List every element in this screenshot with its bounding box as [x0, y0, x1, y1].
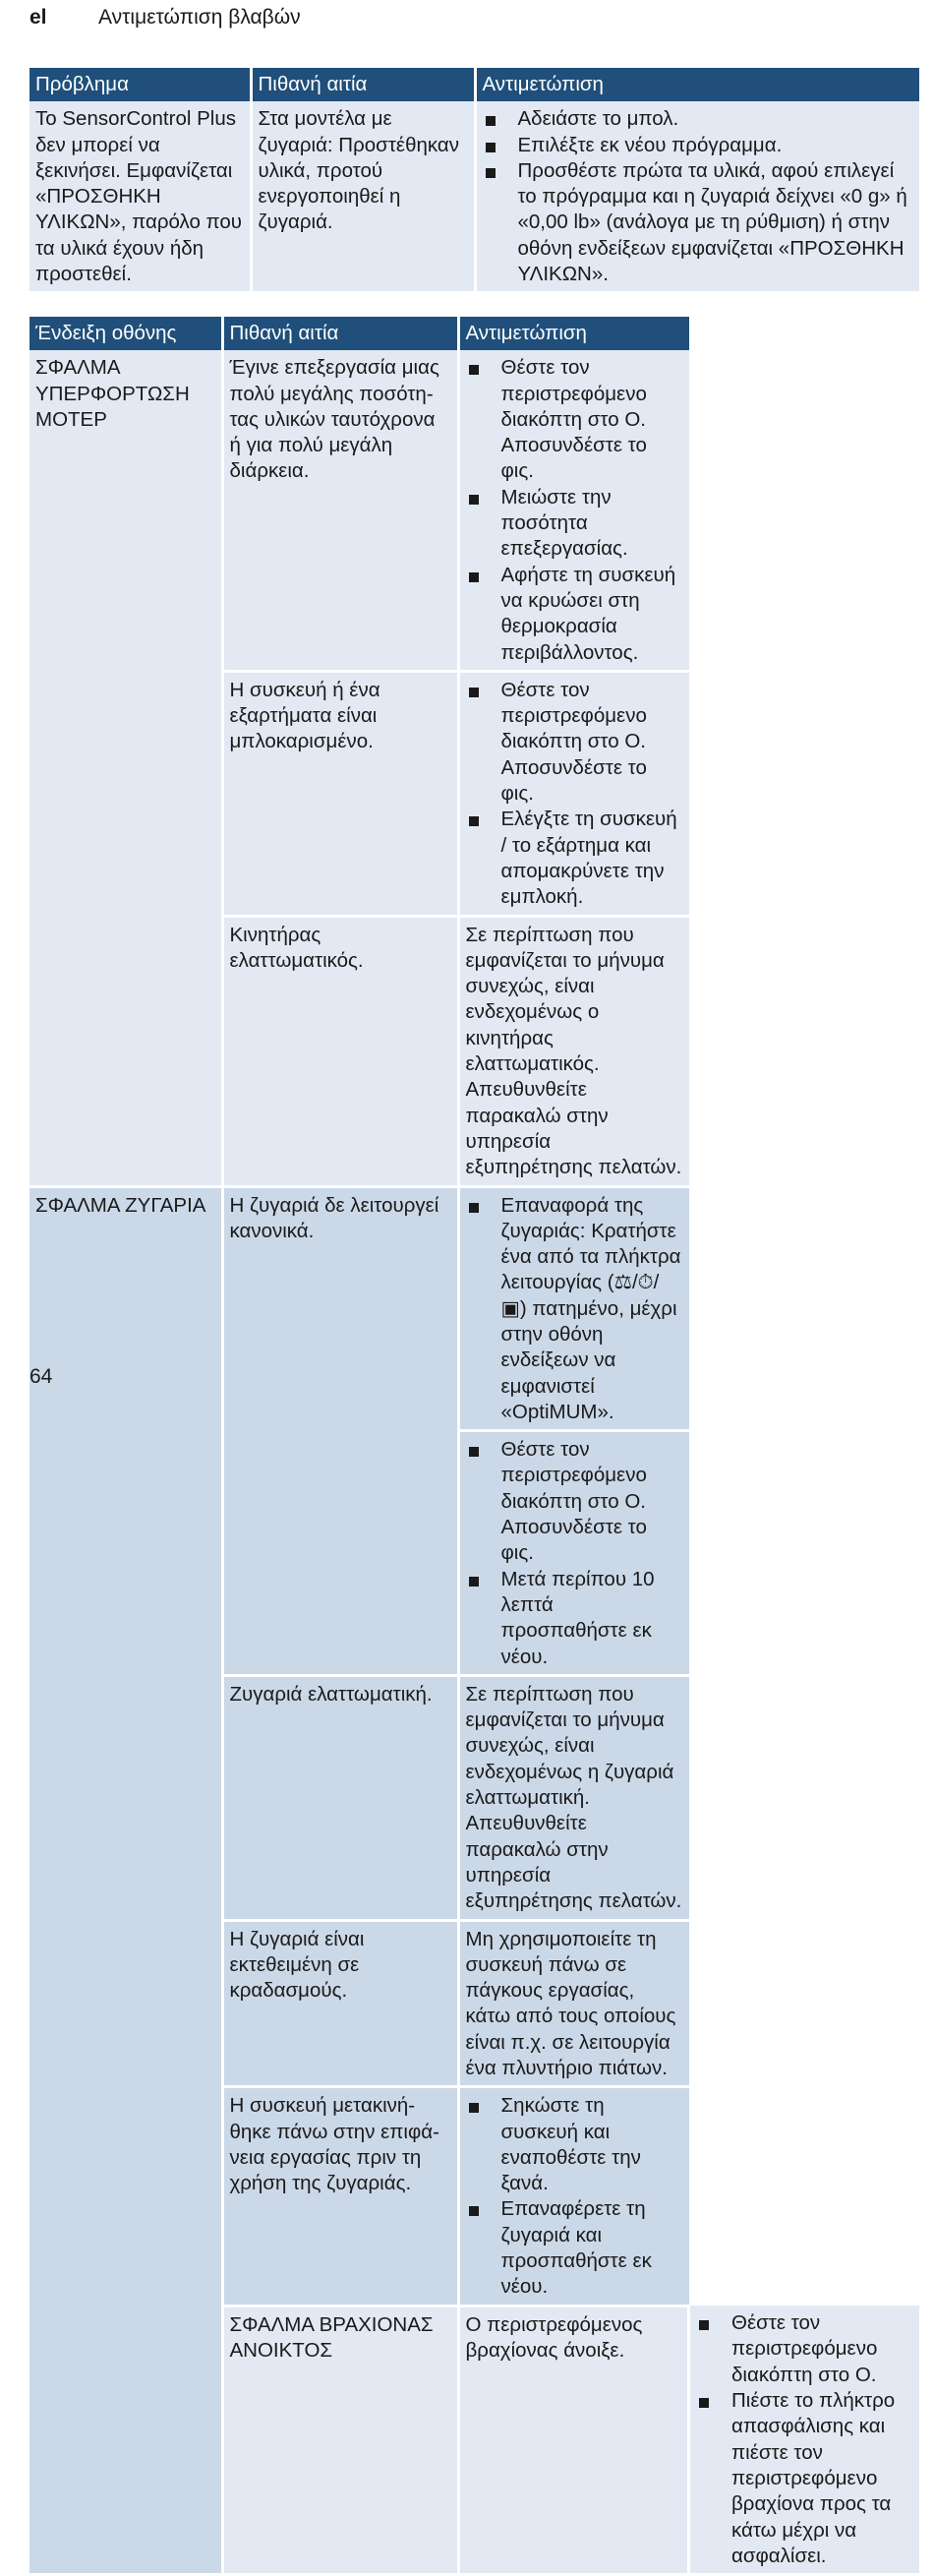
cause-cell: Η συσκευή μετακινή-θηκε πάνω στην επιφά-νεια εργασίας πριν τη χρήση της ζυγαριάς.	[222, 2087, 458, 2306]
bullet-item: Θέστε τον περιστρεφόμενο διακόπτη στο O. Αποσυνδέστε το φις.	[466, 678, 683, 807]
bullet-item: Ελέγξτε τη συσκευή / το εξάρτημα και απομακρύνετε την εμπλοκή.	[466, 807, 683, 910]
page-number: 64	[29, 1365, 53, 1388]
remedy-cell	[458, 1431, 689, 1676]
cause-cell: Κινητήρας ελαττωματικός.	[222, 916, 458, 1186]
table-header-row	[29, 317, 919, 350]
display-cell-scale: ΣΦΑΛΜΑ ΖΥΓΑΡΙΑ	[29, 1186, 222, 2575]
bullet-item: Θέστε τον περιστρεφόμενο διακόπτη στο O. Αποσυνδέστε το φις.	[466, 355, 683, 484]
bullet-item: Επαναφορά της ζυγαριάς: Κρατήστε ένα από τα πλήκτρα λειτουργίας (⚖/⏱/▣) πατημένο, μέχρι στην οθόνη ενδείξεων να εμφανιστεί «OptiMUM».	[466, 1193, 683, 1426]
display-table	[29, 317, 919, 2576]
table-header-row	[29, 68, 919, 101]
bullet-item: Σηκώστε τη συσκευή και εναποθέστε την ξανά.	[466, 2093, 683, 2196]
section-title: Αντιμετώπιση βλαβών	[98, 6, 301, 29]
remedy-cell	[458, 1186, 689, 1431]
col-header-display: Ένδειξη οθόνης	[29, 317, 222, 350]
cause-cell: Η ζυγαριά είναι εκτεθειμένη σε κραδασμούς.	[222, 1920, 458, 2087]
cause-cell: Ο περιστρεφόμενος βραχίονας άνοιξε.	[458, 2306, 689, 2574]
col-header-cause: Πιθανή αιτία	[251, 68, 475, 101]
table-row	[29, 350, 919, 671]
col-header-problem: Πρόβλημα	[29, 68, 251, 101]
remedy-cell	[475, 101, 919, 293]
display-cell-arm: ΣΦΑΛΜΑ ΒΡΑΧΙΟΝΑΣ ΑΝΟΙΚΤΟΣ	[222, 2306, 458, 2574]
bullet-item: Μετά περίπου 10 λεπτά προσπαθήστε εκ νέου.	[466, 1567, 683, 1670]
bullet-item: Πιέστε το πλήκτρο απασφάλισης και πιέστε τον περιστρεφόμενο βραχίονα προς τα κάτω μέχρι να ασφαλίσει.	[696, 2388, 913, 2569]
table-row	[29, 101, 919, 293]
remedy-cell	[689, 2306, 920, 2574]
table-row	[29, 1186, 919, 1431]
page-header	[29, 6, 301, 30]
cause-cell: Στα μοντέλα με ζυγαριά: Προστέθηκαν υλικά, προτού ενεργοποιηθεί η ζυγαριά.	[251, 101, 475, 293]
problem-table	[29, 68, 919, 294]
remedy-cell	[458, 350, 689, 671]
cause-cell: Η συσκευή ή ένα εξαρτήματα είναι μπλοκαρισμένο.	[222, 671, 458, 916]
col-header-remedy: Αντιμετώπιση	[458, 317, 689, 350]
bullet-item: Θέστε τον περιστρεφόμενο διακόπτη στο O. Αποσυνδέστε το φις.	[466, 1437, 683, 1566]
remedy-cell	[458, 671, 689, 916]
cause-cell: Έγινε επεξεργασία μιας πολύ μεγάλης ποσότη-τας υλικών ταυτόχρονα ή για πολύ μεγάλη διάρκεια.	[222, 350, 458, 671]
bullet-item: Επαναφέρετε τη ζυγαριά και προσπαθήστε εκ νέου.	[466, 2196, 683, 2300]
problem-cell: Το SensorControl Plus δεν μπορεί να ξεκινήσει. Εμφανίζεται «ΠΡΟΣΘΗΚΗ ΥΛΙΚΩΝ», παρόλο που τα υλικά έχουν ήδη προστεθεί.	[29, 101, 251, 293]
bullet-item: Αδειάστε το μπολ.	[483, 106, 914, 132]
bullet-item: Προσθέστε πρώτα τα υλικά, αφού επιλεγεί το πρόγραμμα και η ζυγαριά δείχνει «0 g» ή «0,00 lb» (ανάλογα με τη ρύθμιση) ή στην οθόνη ενδείξεων εμφανίζεται «ΠΡΟΣΘΗΚΗ ΥΛΙΚΩΝ».	[483, 158, 914, 287]
bullet-item: Αφήστε τη συσκευή να κρυώσει στη θερμοκρασία περιβάλλοντος.	[466, 563, 683, 666]
col-header-remedy: Αντιμετώπιση	[475, 68, 919, 101]
bullet-item: Θέστε τον περιστρεφόμενο διακόπτη στο O.	[696, 2310, 913, 2388]
cause-cell: Η ζυγαριά δε λειτουργεί κανονικά.	[222, 1186, 458, 1675]
language-code: el	[29, 6, 47, 29]
bullet-item: Μειώστε την ποσότητα επεξεργασίας.	[466, 485, 683, 563]
col-header-cause: Πιθανή αιτία	[222, 317, 458, 350]
cause-cell: Ζυγαριά ελαττωματική.	[222, 1675, 458, 1920]
bullet-item: Επιλέξτε εκ νέου πρόγραμμα.	[483, 133, 914, 158]
remedy-cell: Σε περίπτωση που εμφανίζεται το μήνυμα συνεχώς, είναι ενδεχομένως ο κινητήρας ελαττωματικός. Απευθυνθείτε παρακαλώ στην υπηρεσία εξυπηρέτησης πελατών.	[458, 916, 689, 1186]
display-cell-motor: ΣΦΑΛΜΑ ΥΠΕΡΦΟΡΤΩΣΗ ΜΟΤΕΡ	[29, 350, 222, 1186]
remedy-cell: Σε περίπτωση που εμφανίζεται το μήνυμα συνεχώς, είναι ενδεχομένως η ζυγαριά ελαττωματική. Απευθυνθείτε παρακαλώ στην υπηρεσία εξυπηρέτησης πελατών.	[458, 1675, 689, 1920]
remedy-cell: Μη χρησιμοποιείτε τη συσκευή πάνω σε πάγκους εργασίας, κάτω από τους οποίους είναι π.χ. σε λειτουργία ένα πλυντήριο πιάτων.	[458, 1920, 689, 2087]
remedy-cell	[458, 2087, 689, 2306]
